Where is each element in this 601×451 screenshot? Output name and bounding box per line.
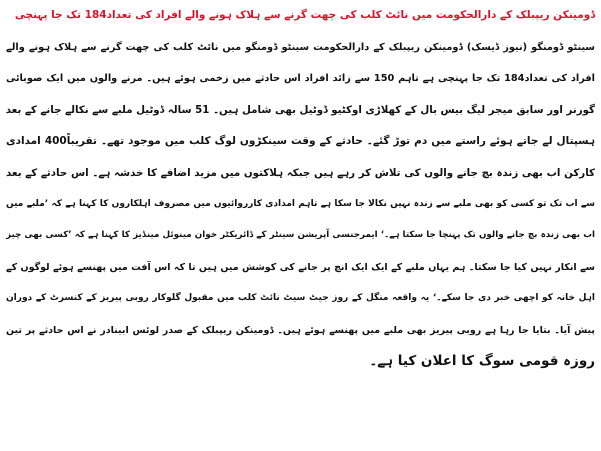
article-headline: ڈومینکن ریپبلک کے دارالحکومت میں نائٹ کلب کی چھت گرنے سے ہلاک ہونے والے افراد کی تعداد184 تک جا پہنچی — [14, 9, 595, 21]
article-line: اہل خانہ کو اچھی خبر دی جا سکے۔‘ یہ واقعہ منگل کے روز جیٹ سیٹ نائٹ کلب میں مقبول گلوکار روبی پیریز کے کنسرٹ کے دوران — [6, 293, 595, 304]
article-line: پیش آیا۔ بتایا جا رہا ہے روبی پیریز بھی ملبے میں پھنسے ہوئے ہیں۔ ڈومینکن ریپبلک کے صدر لوئس ابینادر نے اس حادثے پر تین — [6, 324, 595, 336]
article-line: افراد کی تعداد184 تک جا پہنچی ہے تاہم 150 سے زائد افراد اس حادثے میں زخمی ہوئے ہیں۔ مرنے والوں میں ایک صوبائی — [6, 73, 595, 85]
article-line: ہسپتال لے جاتے ہوئے راستے میں دم توڑ گئے۔ حادثے کے وقت سینکڑوں لوگ کلب میں موجود تھے۔ تقریباً400 امدادی — [6, 135, 595, 148]
article-line: کارکن اب بھی زندہ بچ جانے والوں کی تلاش کر رہے ہیں جبکہ ہلاکتوں میں مزید اضافے کا خدشہ ہے۔ اس حادثے کے بعد — [6, 166, 595, 179]
article-line: اب بھی زندہ بچ جانے والوں تک پہنچا جا سکتا ہے۔‘ ایمرجنسی آپریشن سینٹر کے ڈائریکٹر خوان مینوئل مینڈیز کا کہنا ہے کہ ’کسی بھی چیز — [6, 230, 595, 241]
article-line: سے انکار نہیں کیا جا سکتا۔ ہم یہاں ملبے کے ایک ایک انچ پر جانے کی کوشش میں ہیں تا کہ اس آفت میں پھنسے ہوئے لوگوں کے — [6, 261, 595, 273]
article-body — [6, 32, 595, 377]
article-line: گورنر اور سابق میجر لیگ بیس بال کے کھلاڑی اوکٹیو ڈوٹیل بھی شامل ہیں۔ 51 سالہ ڈوٹیل ملبے سے نکالے جانے کے بعد — [6, 103, 595, 116]
article-line: سے اب تک تو کسی کو بھی ملبے سے زندہ نہیں نکالا جا سکا ہے تاہم امدادی کارروائیوں میں مصروف اہلکاروں کا کہنا ہے کہ ’ملبے میں — [6, 198, 595, 209]
article-line: سینٹو ڈومنگو (نیوز ڈیسک) ڈومینکن ریپبلک کے دارالحکومت سینٹو ڈومنگو میں نائٹ کلب کی چھت گرنے سے ہلاک ہونے والے — [6, 42, 595, 53]
article-line: روزہ قومی سوگ کا اعلان کیا ہے۔ — [369, 352, 595, 369]
